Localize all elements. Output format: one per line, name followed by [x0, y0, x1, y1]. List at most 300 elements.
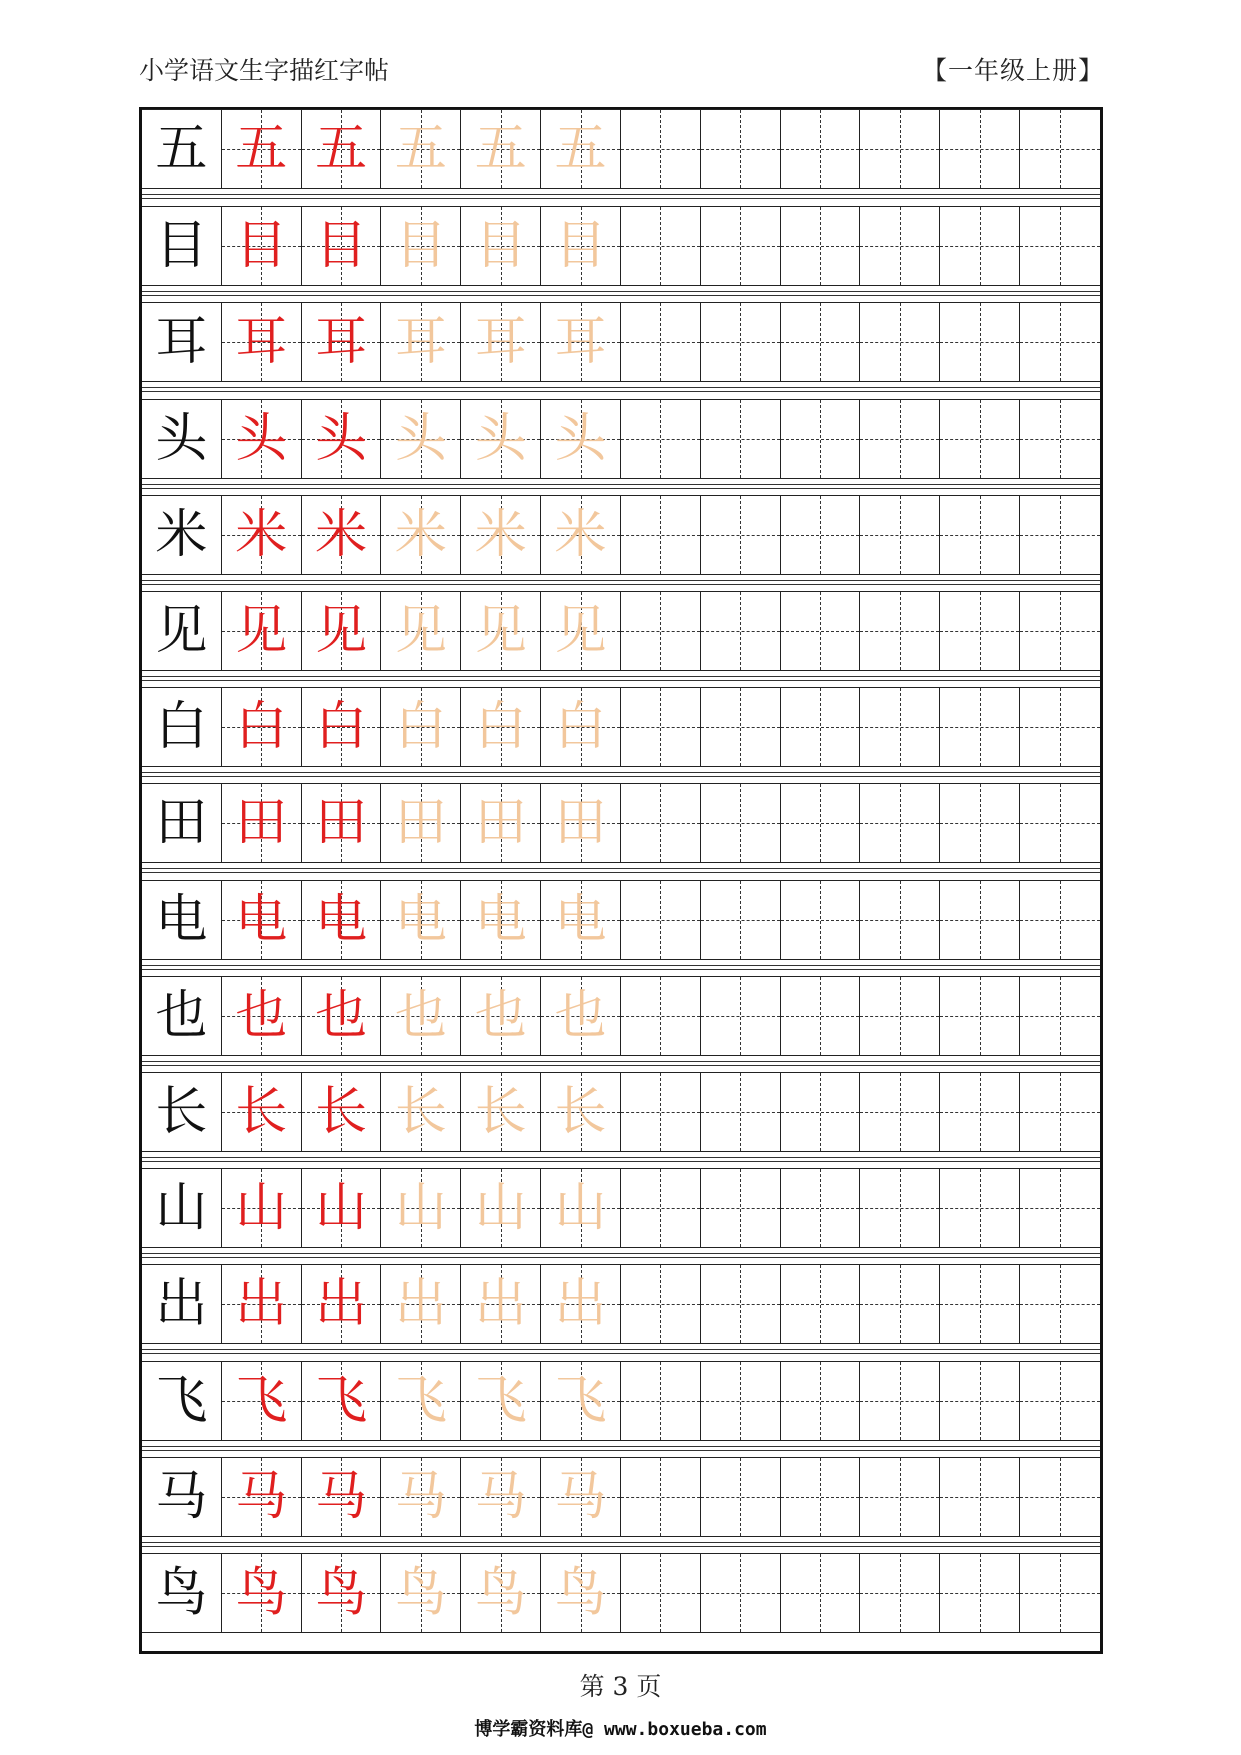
- practice-row: [142, 1264, 1100, 1362]
- blank-cell[interactable]: [860, 1169, 940, 1247]
- guide-line-horizontal: [781, 246, 860, 247]
- blank-cell[interactable]: [621, 303, 701, 381]
- blank-cell[interactable]: [940, 207, 1020, 285]
- trace-character: 米: [474, 504, 527, 565]
- trace-cell: [381, 207, 461, 285]
- blank-cell[interactable]: [940, 1554, 1020, 1632]
- guide-line-horizontal: [701, 1497, 780, 1498]
- row-separator: [142, 772, 1100, 773]
- model-cell: [142, 1554, 222, 1632]
- blank-cell[interactable]: [1020, 496, 1100, 574]
- trace-cell: [461, 881, 541, 959]
- blank-cell[interactable]: [781, 1169, 861, 1247]
- trace-character: 电: [315, 889, 368, 950]
- guide-line-horizontal: [940, 631, 1019, 632]
- row-cells: [142, 1072, 1100, 1152]
- guide-line-horizontal: [940, 1112, 1019, 1113]
- trace-cell: [302, 303, 382, 381]
- guide-line-horizontal: [701, 823, 780, 824]
- trace-cell: [302, 496, 382, 574]
- guide-line-horizontal: [860, 631, 939, 632]
- blank-cell[interactable]: [781, 881, 861, 959]
- trace-cell: [381, 1362, 461, 1440]
- grade-label: 【一年级上册】: [921, 56, 1104, 85]
- guide-line-horizontal: [940, 1401, 1019, 1402]
- row-separator: [142, 387, 1100, 388]
- model-cell: [142, 1265, 222, 1343]
- blank-cell[interactable]: [940, 110, 1020, 188]
- blank-cell[interactable]: [1020, 977, 1100, 1055]
- blank-cell[interactable]: [1020, 1169, 1100, 1247]
- practice-row: [142, 495, 1100, 593]
- blank-cell[interactable]: [781, 303, 861, 381]
- guide-line-horizontal: [781, 439, 860, 440]
- trace-cell: [302, 1554, 382, 1632]
- guide-line-horizontal: [1020, 1208, 1100, 1209]
- blank-cell[interactable]: [1020, 1554, 1100, 1632]
- trace-cell: [381, 496, 461, 574]
- row-cells: [142, 1264, 1100, 1344]
- blank-cell[interactable]: [701, 1265, 781, 1343]
- guide-line-horizontal: [860, 1208, 939, 1209]
- blank-cell[interactable]: [1020, 592, 1100, 670]
- guide-line-horizontal: [621, 1593, 700, 1594]
- trace-cell: [541, 1265, 621, 1343]
- trace-cell: [541, 1554, 621, 1632]
- blank-cell[interactable]: [621, 688, 701, 766]
- blank-cell[interactable]: [621, 1265, 701, 1343]
- trace-cell: [461, 1265, 541, 1343]
- blank-cell[interactable]: [701, 1362, 781, 1440]
- row-separator: [142, 1546, 1100, 1547]
- guide-line-horizontal: [860, 149, 939, 150]
- guide-line-horizontal: [621, 1208, 700, 1209]
- blank-cell[interactable]: [1020, 881, 1100, 959]
- blank-cell[interactable]: [701, 1458, 781, 1536]
- row-separator: [142, 1450, 1100, 1451]
- trace-cell: [381, 1073, 461, 1151]
- blank-cell[interactable]: [860, 1554, 940, 1632]
- guide-line-horizontal: [701, 246, 780, 247]
- row-cells: [142, 976, 1100, 1056]
- blank-cell[interactable]: [701, 303, 781, 381]
- row-separator: [142, 1446, 1100, 1447]
- trace-character: 马: [235, 1466, 288, 1527]
- blank-cell[interactable]: [860, 110, 940, 188]
- trace-cell: [461, 688, 541, 766]
- blank-cell[interactable]: [940, 688, 1020, 766]
- trace-character: 田: [235, 793, 288, 854]
- trace-character: 山: [474, 1178, 527, 1239]
- blank-cell[interactable]: [621, 1169, 701, 1247]
- trace-character: 耳: [554, 312, 607, 373]
- trace-character: 耳: [315, 312, 368, 373]
- blank-cell[interactable]: [860, 303, 940, 381]
- blank-cell[interactable]: [781, 784, 861, 862]
- blank-cell[interactable]: [1020, 400, 1100, 478]
- blank-cell[interactable]: [701, 784, 781, 862]
- trace-cell: [381, 1458, 461, 1536]
- blank-cell[interactable]: [621, 1362, 701, 1440]
- practice-row: [142, 976, 1100, 1074]
- blank-cell[interactable]: [1020, 784, 1100, 862]
- trace-cell: [461, 592, 541, 670]
- guide-line-horizontal: [1020, 1016, 1100, 1017]
- blank-cell[interactable]: [1020, 1265, 1100, 1343]
- blank-cell[interactable]: [701, 1554, 781, 1632]
- blank-cell[interactable]: [860, 1073, 940, 1151]
- blank-cell[interactable]: [940, 1362, 1020, 1440]
- trace-character: 目: [474, 216, 527, 277]
- model-character: 五: [155, 118, 208, 179]
- trace-cell: [541, 400, 621, 478]
- guide-line-horizontal: [621, 1401, 700, 1402]
- guide-line-horizontal: [1020, 535, 1100, 536]
- blank-cell[interactable]: [781, 400, 861, 478]
- guide-line-horizontal: [860, 439, 939, 440]
- trace-cell: [541, 881, 621, 959]
- trace-character: 长: [554, 1082, 607, 1142]
- blank-cell[interactable]: [1020, 1458, 1100, 1536]
- row-separator: [142, 484, 1100, 485]
- row-cells: [142, 1361, 1100, 1441]
- guide-line-horizontal: [781, 631, 860, 632]
- guide-line-horizontal: [1020, 631, 1100, 632]
- row-separator: [142, 198, 1100, 199]
- row-separator: [142, 1253, 1100, 1254]
- guide-line-horizontal: [1020, 1401, 1100, 1402]
- trace-cell: [302, 784, 382, 862]
- guide-line-horizontal: [621, 246, 700, 247]
- trace-cell: [381, 1265, 461, 1343]
- trace-character: 出: [554, 1274, 607, 1335]
- blank-cell[interactable]: [621, 110, 701, 188]
- guide-line-horizontal: [940, 1208, 1019, 1209]
- guide-line-horizontal: [781, 149, 860, 150]
- trace-cell: [302, 207, 382, 285]
- blank-cell[interactable]: [940, 1265, 1020, 1343]
- guide-line-horizontal: [701, 1304, 780, 1305]
- blank-cell[interactable]: [621, 592, 701, 670]
- trace-character: 耳: [474, 312, 527, 373]
- trace-character: 田: [394, 793, 447, 854]
- guide-line-horizontal: [860, 823, 939, 824]
- guide-line-horizontal: [1020, 1497, 1100, 1498]
- guide-line-horizontal: [860, 1593, 939, 1594]
- trace-cell: [222, 1458, 302, 1536]
- blank-cell[interactable]: [701, 400, 781, 478]
- trace-character: 长: [235, 1082, 288, 1142]
- blank-cell[interactable]: [860, 881, 940, 959]
- trace-cell: [541, 1362, 621, 1440]
- guide-line-horizontal: [860, 1401, 939, 1402]
- blank-cell[interactable]: [621, 207, 701, 285]
- blank-cell[interactable]: [860, 1265, 940, 1343]
- trace-character: 目: [394, 216, 447, 277]
- blank-cell[interactable]: [621, 881, 701, 959]
- guide-line-horizontal: [940, 342, 1019, 343]
- blank-cell[interactable]: [781, 688, 861, 766]
- row-cells: [142, 495, 1100, 575]
- guide-line-horizontal: [621, 631, 700, 632]
- blank-cell[interactable]: [940, 881, 1020, 959]
- blank-cell[interactable]: [621, 1458, 701, 1536]
- trace-cell: [541, 110, 621, 188]
- trace-cell: [541, 496, 621, 574]
- trace-cell: [302, 881, 382, 959]
- blank-cell[interactable]: [781, 496, 861, 574]
- blank-cell[interactable]: [781, 977, 861, 1055]
- model-character: 长: [155, 1082, 208, 1142]
- trace-character: 电: [474, 889, 527, 950]
- trace-character: 出: [394, 1274, 447, 1335]
- blank-cell[interactable]: [940, 496, 1020, 574]
- blank-cell[interactable]: [621, 1073, 701, 1151]
- row-separator: [142, 194, 1100, 195]
- trace-character: 也: [315, 985, 368, 1046]
- blank-cell[interactable]: [781, 1265, 861, 1343]
- blank-cell[interactable]: [860, 1362, 940, 1440]
- blank-cell[interactable]: [621, 977, 701, 1055]
- row-separator: [142, 1542, 1100, 1543]
- blank-cell[interactable]: [1020, 1362, 1100, 1440]
- blank-cell[interactable]: [701, 1169, 781, 1247]
- blank-cell[interactable]: [940, 303, 1020, 381]
- model-cell: [142, 1458, 222, 1536]
- trace-cell: [302, 1362, 382, 1440]
- guide-line-horizontal: [940, 246, 1019, 247]
- trace-character: 头: [474, 408, 527, 469]
- blank-cell[interactable]: [860, 496, 940, 574]
- trace-character: 米: [394, 504, 447, 565]
- trace-cell: [381, 1554, 461, 1632]
- guide-line-horizontal: [701, 1112, 780, 1113]
- trace-character: 白: [315, 697, 368, 758]
- model-character: 也: [155, 985, 208, 1046]
- practice-row: [142, 109, 1100, 207]
- blank-cell[interactable]: [701, 496, 781, 574]
- guide-line-horizontal: [1020, 246, 1100, 247]
- guide-line-horizontal: [781, 342, 860, 343]
- guide-line-horizontal: [1020, 1112, 1100, 1113]
- guide-line-horizontal: [621, 823, 700, 824]
- blank-cell[interactable]: [781, 1362, 861, 1440]
- trace-cell: [381, 881, 461, 959]
- trace-character: 鸟: [394, 1563, 447, 1623]
- row-separator: [142, 580, 1100, 581]
- trace-character: 也: [554, 985, 607, 1046]
- blank-cell[interactable]: [701, 688, 781, 766]
- model-cell: [142, 400, 222, 478]
- guide-line-horizontal: [860, 1016, 939, 1017]
- blank-cell[interactable]: [940, 977, 1020, 1055]
- guide-line-horizontal: [860, 1497, 939, 1498]
- trace-character: 飞: [554, 1370, 607, 1431]
- trace-cell: [541, 303, 621, 381]
- row-separator: [142, 1257, 1100, 1258]
- model-character: 飞: [155, 1370, 208, 1431]
- row-separator: [142, 291, 1100, 292]
- trace-character: 五: [474, 118, 527, 179]
- blank-cell[interactable]: [860, 784, 940, 862]
- row-separator: [142, 584, 1100, 585]
- model-cell: [142, 881, 222, 959]
- blank-cell[interactable]: [940, 784, 1020, 862]
- practice-row: [142, 302, 1100, 400]
- guide-line-horizontal: [940, 1593, 1019, 1594]
- trace-cell: [381, 592, 461, 670]
- blank-cell[interactable]: [940, 400, 1020, 478]
- trace-character: 也: [394, 985, 447, 1046]
- blank-cell[interactable]: [701, 881, 781, 959]
- row-separator: [142, 872, 1100, 873]
- blank-cell[interactable]: [621, 784, 701, 862]
- trace-character: 飞: [315, 1370, 368, 1431]
- blank-cell[interactable]: [1020, 303, 1100, 381]
- trace-cell: [381, 400, 461, 478]
- trace-character: 出: [235, 1274, 288, 1335]
- guide-line-horizontal: [781, 1593, 860, 1594]
- blank-cell[interactable]: [701, 592, 781, 670]
- trace-character: 长: [315, 1082, 368, 1142]
- blank-cell[interactable]: [1020, 688, 1100, 766]
- blank-cell[interactable]: [1020, 1073, 1100, 1151]
- trace-cell: [222, 110, 302, 188]
- blank-cell[interactable]: [781, 110, 861, 188]
- trace-cell: [222, 1169, 302, 1247]
- trace-character: 米: [315, 504, 368, 565]
- trace-character: 头: [554, 408, 607, 469]
- guide-line-horizontal: [860, 1112, 939, 1113]
- practice-grid: [139, 107, 1103, 1654]
- trace-cell: [381, 784, 461, 862]
- trace-character: 也: [235, 985, 288, 1046]
- trace-cell: [541, 977, 621, 1055]
- blank-cell[interactable]: [781, 1458, 861, 1536]
- practice-row: [142, 399, 1100, 497]
- trace-cell: [461, 207, 541, 285]
- row-cells: [142, 591, 1100, 671]
- guide-line-horizontal: [621, 535, 700, 536]
- trace-cell: [461, 784, 541, 862]
- row-cells: [142, 399, 1100, 479]
- blank-cell[interactable]: [860, 1458, 940, 1536]
- blank-cell[interactable]: [781, 207, 861, 285]
- trace-cell: [381, 688, 461, 766]
- guide-line-horizontal: [781, 1016, 860, 1017]
- blank-cell[interactable]: [701, 977, 781, 1055]
- blank-cell[interactable]: [621, 1554, 701, 1632]
- trace-cell: [381, 303, 461, 381]
- trace-character: 飞: [394, 1370, 447, 1431]
- blank-cell[interactable]: [940, 592, 1020, 670]
- model-character: 白: [155, 697, 208, 758]
- blank-cell[interactable]: [940, 1169, 1020, 1247]
- guide-line-horizontal: [1020, 342, 1100, 343]
- row-separator: [142, 1061, 1100, 1062]
- blank-cell[interactable]: [1020, 207, 1100, 285]
- trace-character: 头: [315, 408, 368, 469]
- trace-character: 五: [554, 118, 607, 179]
- blank-cell[interactable]: [860, 400, 940, 478]
- row-separator: [142, 776, 1100, 777]
- blank-cell[interactable]: [701, 1073, 781, 1151]
- blank-cell[interactable]: [940, 1458, 1020, 1536]
- practice-row: [142, 1168, 1100, 1266]
- guide-line-horizontal: [701, 1016, 780, 1017]
- trace-cell: [302, 1458, 382, 1536]
- blank-cell[interactable]: [781, 1554, 861, 1632]
- source-watermark: 博学霸资料库@ www.boxueba.com: [474, 1719, 767, 1740]
- trace-character: 见: [554, 601, 607, 661]
- guide-line-horizontal: [781, 1401, 860, 1402]
- blank-cell[interactable]: [860, 207, 940, 285]
- model-cell: [142, 977, 222, 1055]
- trace-cell: [541, 592, 621, 670]
- row-separator: [142, 1065, 1100, 1066]
- guide-line-horizontal: [701, 1401, 780, 1402]
- blank-cell[interactable]: [701, 110, 781, 188]
- blank-cell[interactable]: [621, 400, 701, 478]
- trace-character: 白: [235, 697, 288, 758]
- blank-cell[interactable]: [860, 977, 940, 1055]
- guide-line-horizontal: [1020, 823, 1100, 824]
- blank-cell[interactable]: [621, 496, 701, 574]
- trace-character: 马: [554, 1466, 607, 1527]
- trace-character: 耳: [394, 312, 447, 373]
- blank-cell[interactable]: [701, 207, 781, 285]
- row-cells: [142, 687, 1100, 767]
- blank-cell[interactable]: [1020, 110, 1100, 188]
- guide-line-horizontal: [860, 920, 939, 921]
- guide-line-horizontal: [621, 149, 700, 150]
- trace-character: 耳: [235, 312, 288, 373]
- blank-cell[interactable]: [860, 592, 940, 670]
- trace-cell: [302, 1073, 382, 1151]
- model-character: 头: [155, 408, 208, 469]
- model-cell: [142, 303, 222, 381]
- trace-cell: [302, 1169, 382, 1247]
- guide-line-horizontal: [701, 342, 780, 343]
- trace-cell: [461, 110, 541, 188]
- trace-cell: [302, 1265, 382, 1343]
- model-cell: [142, 207, 222, 285]
- blank-cell[interactable]: [940, 1073, 1020, 1151]
- guide-line-horizontal: [621, 1016, 700, 1017]
- trace-cell: [541, 1169, 621, 1247]
- trace-cell: [222, 207, 302, 285]
- blank-cell[interactable]: [781, 592, 861, 670]
- trace-cell: [461, 1458, 541, 1536]
- trace-cell: [541, 784, 621, 862]
- trace-character: 头: [235, 408, 288, 469]
- guide-line-horizontal: [701, 535, 780, 536]
- trace-cell: [381, 977, 461, 1055]
- trace-cell: [381, 110, 461, 188]
- trace-cell: [222, 1265, 302, 1343]
- trace-cell: [222, 592, 302, 670]
- blank-cell[interactable]: [860, 688, 940, 766]
- guide-line-horizontal: [781, 823, 860, 824]
- trace-cell: [461, 1362, 541, 1440]
- practice-row: [142, 880, 1100, 978]
- trace-character: 鸟: [235, 1563, 288, 1623]
- model-cell: [142, 1073, 222, 1151]
- practice-row: [142, 1072, 1100, 1170]
- model-character: 耳: [155, 312, 208, 373]
- blank-cell[interactable]: [781, 1073, 861, 1151]
- guide-line-horizontal: [940, 1497, 1019, 1498]
